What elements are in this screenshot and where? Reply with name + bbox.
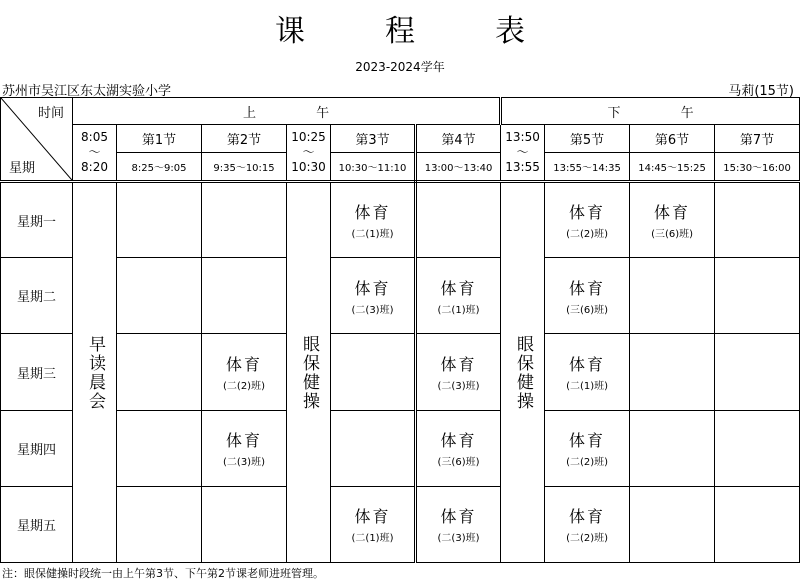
cell-subject: 体育 bbox=[569, 278, 606, 298]
schedule-cell bbox=[630, 258, 715, 334]
slot-mid1-start: 10:25 bbox=[291, 130, 326, 145]
footnote: 注：眼保健操时段统一由上午第3节、下午第2节课老师进班管理。 bbox=[2, 567, 324, 580]
slot-early-sep: ～ bbox=[88, 145, 101, 160]
eye-exercise-morning-text: 眼保健操 bbox=[299, 334, 319, 411]
schedule-cell bbox=[715, 486, 800, 562]
day-label: 星期五 bbox=[1, 486, 73, 562]
schedule-cell bbox=[715, 334, 800, 410]
schedule-cell bbox=[331, 486, 416, 562]
period-5-label: 第5节 bbox=[545, 125, 630, 153]
day-label: 星期三 bbox=[1, 334, 73, 410]
slot-mid2-sep: ～ bbox=[516, 145, 529, 160]
eye-exercise-morning-cell bbox=[287, 182, 331, 563]
slot-mid1-time bbox=[287, 125, 331, 182]
cell-subject: 体育 bbox=[440, 278, 477, 298]
cell-subject: 体育 bbox=[354, 203, 391, 223]
cell-subject: 体育 bbox=[569, 431, 606, 451]
cell-class: (二(3)班) bbox=[437, 533, 480, 545]
cell-subject: 体育 bbox=[440, 507, 477, 527]
eye-exercise-afternoon-cell bbox=[501, 182, 545, 563]
period-1-label: 第1节 bbox=[117, 125, 202, 153]
cell-subject: 体育 bbox=[354, 278, 391, 298]
morning-header: 上 午 bbox=[73, 98, 501, 125]
schedule-cell bbox=[545, 486, 630, 562]
schedule-cell bbox=[202, 258, 287, 334]
cell-class: (二(1)班) bbox=[437, 304, 480, 316]
schedule-cell bbox=[545, 182, 630, 258]
schedule-cell bbox=[117, 258, 202, 334]
cell-subject: 体育 bbox=[440, 431, 477, 451]
corner-day-label: 星期 bbox=[9, 161, 36, 177]
period-1-time: 8:25～9:05 bbox=[117, 153, 202, 182]
afternoon-header: 下 午 bbox=[501, 98, 800, 125]
period-2-label: 第2节 bbox=[202, 125, 287, 153]
day-label: 星期四 bbox=[1, 410, 73, 486]
slot-mid1-sep: ～ bbox=[302, 145, 315, 160]
schedule-table bbox=[0, 97, 800, 563]
period-3-label: 第3节 bbox=[331, 125, 416, 153]
period-5-time: 13:55～14:35 bbox=[545, 153, 630, 182]
cell-class: (二(2)班) bbox=[566, 457, 609, 469]
schedule-cell bbox=[630, 182, 715, 258]
cell-class: (二(1)班) bbox=[566, 381, 609, 393]
period-3-time: 10:30～11:10 bbox=[331, 153, 416, 182]
eye-exercise-afternoon-text: 眼保健操 bbox=[513, 334, 534, 411]
schedule-cell bbox=[416, 486, 501, 562]
page-title bbox=[0, 6, 800, 50]
schedule-cell bbox=[331, 182, 416, 258]
schedule-cell bbox=[202, 410, 287, 486]
cell-subject: 体育 bbox=[225, 431, 262, 451]
slot-mid2-time bbox=[501, 125, 545, 182]
schedule-cell bbox=[117, 486, 202, 562]
schedule-cell bbox=[630, 334, 715, 410]
morning-reading-cell bbox=[73, 182, 117, 563]
morning-reading-text: 早读晨会 bbox=[85, 334, 105, 411]
cell-subject: 体育 bbox=[225, 355, 262, 375]
schedule-cell bbox=[545, 334, 630, 410]
corner-time-label: 时间 bbox=[37, 106, 64, 121]
school-name: 苏州市吴江区东太湖实验小学 bbox=[2, 84, 172, 99]
period-7-label: 第7节 bbox=[715, 125, 800, 153]
period-6-time: 14:45～15:25 bbox=[630, 153, 715, 182]
school-year: 2023-2024学年 bbox=[355, 60, 445, 74]
period-6-label: 第6节 bbox=[630, 125, 715, 153]
period-7-time: 15:30～16:00 bbox=[715, 153, 800, 182]
period-4-label: 第4节 bbox=[416, 125, 501, 153]
cell-class: (二(2)班) bbox=[223, 381, 265, 393]
schedule-cell bbox=[331, 334, 416, 410]
schedule-cell bbox=[715, 258, 800, 334]
cell-class: (三(6)班) bbox=[566, 304, 609, 316]
slot-mid2-end: 13:55 bbox=[505, 160, 540, 175]
title-char: 程 bbox=[385, 14, 415, 49]
schedule-cell bbox=[117, 334, 202, 410]
schedule-cell bbox=[416, 334, 501, 410]
schedule-cell bbox=[630, 486, 715, 562]
schedule-cell bbox=[416, 258, 501, 334]
period-2-time: 9:35～10:15 bbox=[202, 153, 287, 182]
title-char: 课 bbox=[275, 14, 305, 49]
schedule-cell bbox=[202, 334, 287, 410]
slot-mid2-start: 13:50 bbox=[505, 130, 540, 145]
schedule-cell bbox=[117, 182, 202, 258]
header-corner bbox=[1, 98, 73, 182]
schedule-cell bbox=[202, 182, 287, 258]
cell-subject: 体育 bbox=[440, 355, 477, 375]
slot-early-time bbox=[73, 125, 117, 182]
slot-early-start: 8:05 bbox=[81, 130, 108, 145]
schedule-cell bbox=[715, 182, 800, 258]
cell-class: (二(1)班) bbox=[351, 229, 394, 241]
teacher-name: 马莉(15节) bbox=[728, 84, 794, 99]
schedule-cell bbox=[545, 258, 630, 334]
cell-class: (二(3)班) bbox=[351, 304, 394, 316]
schedule-cell bbox=[202, 486, 287, 562]
day-label: 星期一 bbox=[1, 182, 73, 258]
schedule-cell bbox=[416, 182, 501, 258]
cell-class: (二(3)班) bbox=[223, 457, 265, 469]
schedule-cell bbox=[545, 410, 630, 486]
slot-early-end: 8:20 bbox=[81, 160, 108, 175]
cell-class: (二(2)班) bbox=[566, 533, 609, 545]
cell-subject: 体育 bbox=[569, 355, 606, 375]
schedule-cell bbox=[715, 410, 800, 486]
cell-class: (二(3)班) bbox=[437, 381, 480, 393]
cell-class: (二(1)班) bbox=[351, 533, 394, 545]
schedule-cell bbox=[117, 410, 202, 486]
schedule-cell bbox=[416, 410, 501, 486]
cell-class: (三(6)班) bbox=[651, 229, 694, 241]
cell-subject: 体育 bbox=[569, 507, 606, 527]
slot-mid1-end: 10:30 bbox=[291, 160, 326, 175]
schedule-cell bbox=[630, 410, 715, 486]
day-label: 星期二 bbox=[1, 258, 73, 334]
schedule-cell bbox=[331, 258, 416, 334]
cell-subject: 体育 bbox=[654, 203, 691, 223]
cell-class: (三(6)班) bbox=[437, 457, 480, 469]
title-char: 表 bbox=[495, 14, 525, 49]
cell-subject: 体育 bbox=[569, 203, 606, 223]
cell-subject: 体育 bbox=[354, 507, 391, 527]
schedule-cell bbox=[331, 410, 416, 486]
period-4-time: 13:00～13:40 bbox=[416, 153, 501, 182]
cell-class: (二(2)班) bbox=[566, 229, 609, 241]
